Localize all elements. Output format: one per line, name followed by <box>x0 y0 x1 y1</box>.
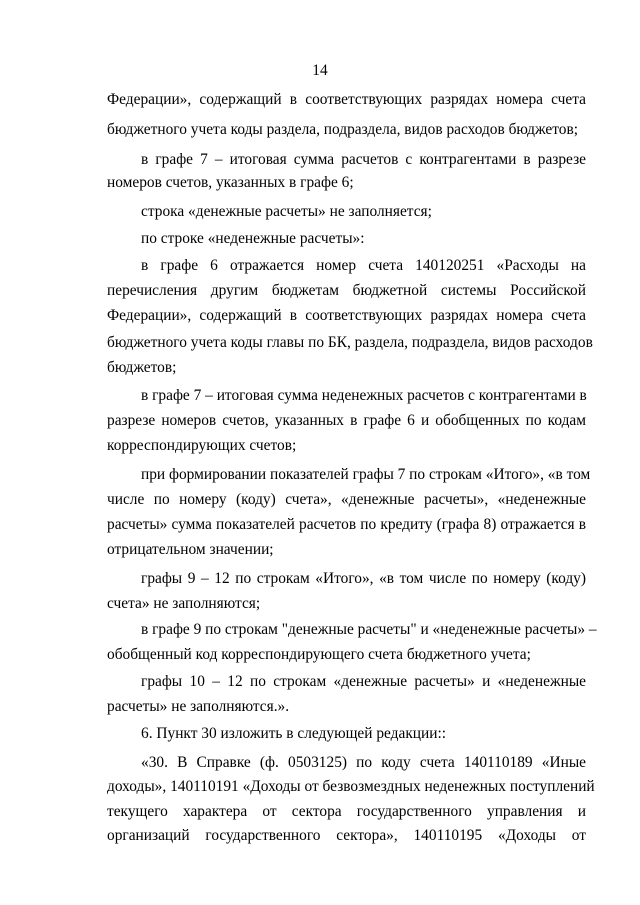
text-line: строка «денежные расчеты» не заполняется; <box>141 203 432 220</box>
text-line: в графе 7 – итоговая сумма неденежных расчетов с контрагентами в <box>141 387 587 404</box>
text-line: графы 10 – 12 по строкам «денежные расчеты» и «неденежные <box>141 673 586 690</box>
text-line: номеров счетов, указанных в графе 6; <box>107 174 354 191</box>
text-line: перечисления другим бюджетам бюджетной системы Российской <box>107 282 586 299</box>
text-line: счета» не заполняются; <box>107 595 261 612</box>
text-line: по строке «неденежные расчеты»: <box>141 230 365 247</box>
text-line: графы 9 – 12 по строкам «Итого», «в том числе по номеру (коду) <box>141 570 586 587</box>
text-line: отрицательном значении; <box>107 541 274 558</box>
text-line: обобщенный код корреспондирующего счета бюджетного учета; <box>107 646 531 663</box>
text-line: в графе 7 – итоговая сумма расчетов с контрагентами в разрезе <box>141 151 586 168</box>
text-line: Федерации», содержащий в соответствующих разрядах номера счета <box>107 91 586 108</box>
text-line: расчеты» не заполняются.». <box>107 698 290 715</box>
text-line: 6. Пункт 30 изложить в следующей редакции:: <box>141 725 447 742</box>
text-line: бюджетов; <box>107 359 177 376</box>
text-line: разрезе номеров счетов, указанных в графе 6 и обобщенных по кодам <box>107 412 586 429</box>
text-line: организаций государственного сектора», 140110195 «Доходы от <box>107 827 586 844</box>
text-line: числе по номеру (коду) счета», «денежные расчеты», «неденежные <box>107 491 586 508</box>
text-line: расчеты» сумма показателей расчетов по кредиту (графа 8) отражается в <box>107 516 586 533</box>
page-number: 14 <box>312 62 328 79</box>
text-line: Федерации», содержащий в соответствующих разрядах номера счета <box>107 307 586 324</box>
text-line: при формировании показателей графы 7 по строкам «Итого», «в том <box>141 466 591 483</box>
text-line: корреспондирующих счетов; <box>107 437 297 454</box>
text-line: «30. В Справке (ф. 0503125) по коду счета 140110189 «Иные <box>141 754 586 771</box>
text-line: доходы», 140110191 «Доходы от безвозмездных неденежных поступлений <box>107 778 595 795</box>
text-line: бюджетного учета коды раздела, подраздела, видов расходов бюджетов; <box>107 121 579 138</box>
text-line: в графе 9 по строкам "денежные расчеты" и «неденежные расчеты» – <box>141 621 597 638</box>
text-line: текущего характера от сектора государственного управления и <box>107 803 586 820</box>
text-line: бюджетного учета коды главы по БК, раздела, подраздела, видов расходов <box>107 334 593 351</box>
text-line: в графе 6 отражается номер счета 140120251 «Расходы на <box>141 257 586 274</box>
